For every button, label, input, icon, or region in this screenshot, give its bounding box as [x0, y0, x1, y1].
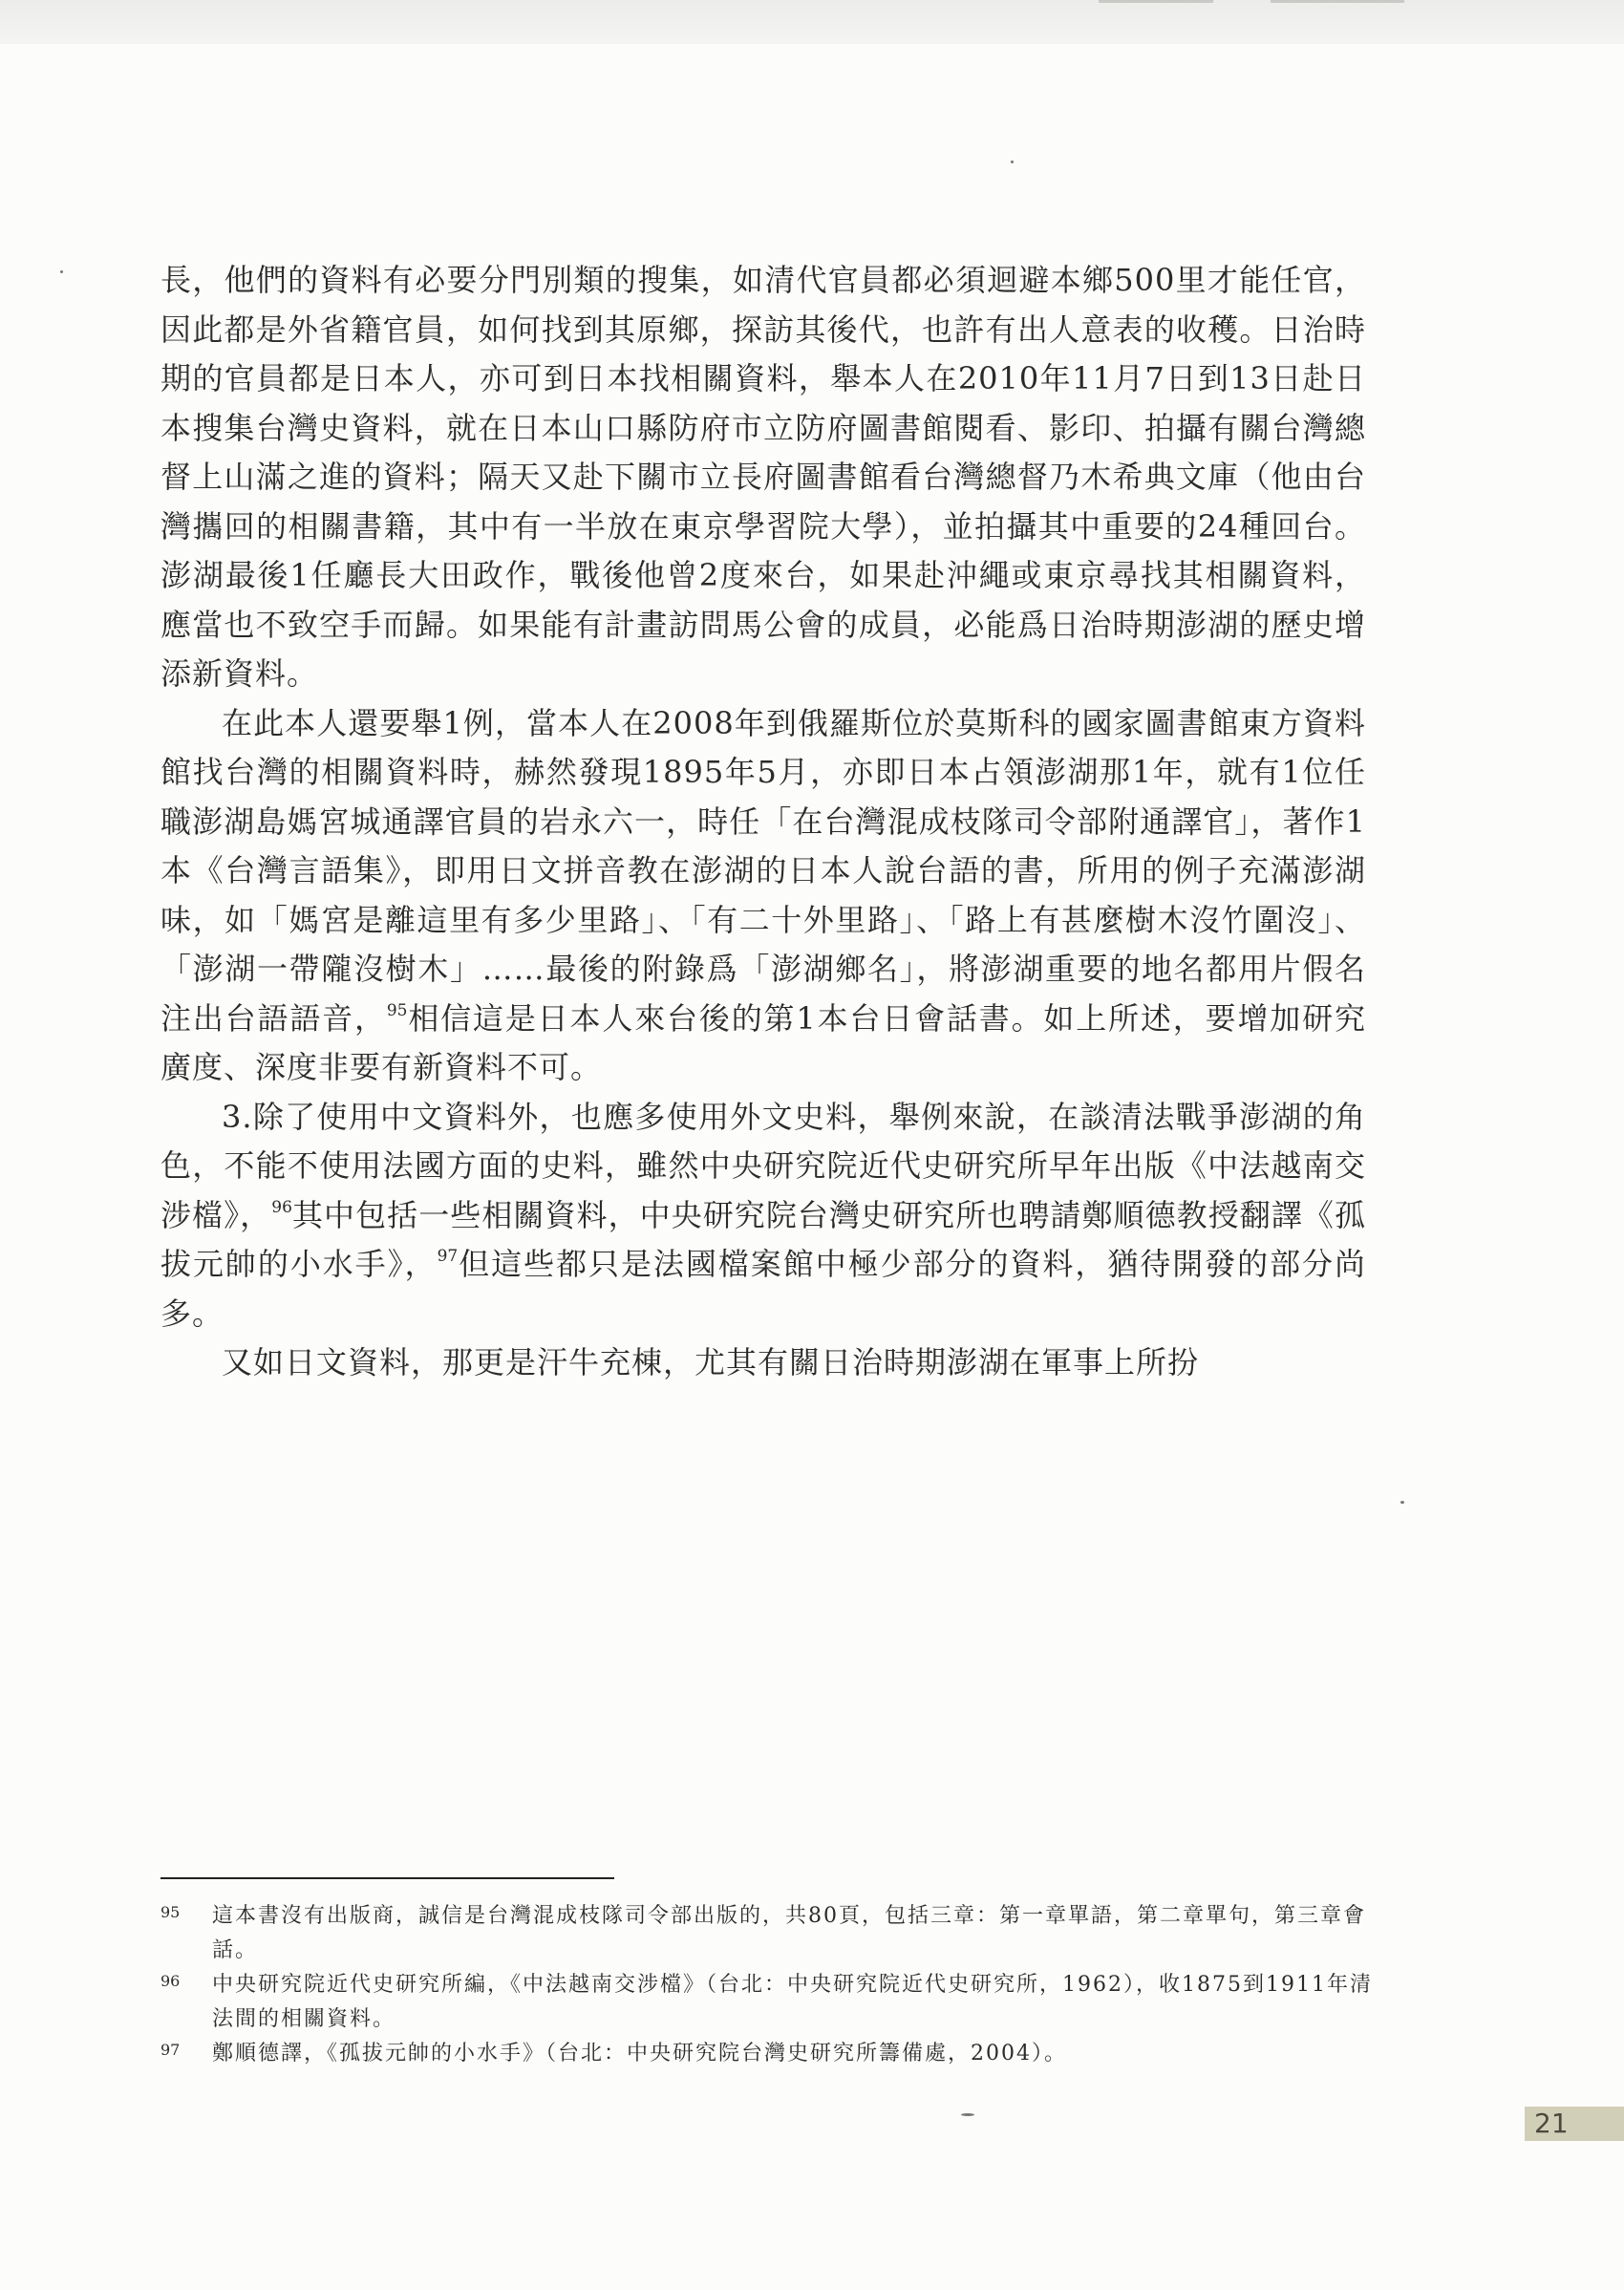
paragraph-4: 又如日文資料，那更是汗牛充棟，尤其有關日治時期澎湖在軍事上所扮 — [222, 1344, 1200, 1380]
footnote-95 — [160, 1899, 1374, 1968]
footnote-ref-96[interactable]: 96 — [271, 1197, 292, 1217]
footnote-ref-97[interactable]: 97 — [437, 1247, 459, 1266]
paragraph-3 — [160, 1093, 1366, 1339]
footnote-number: 96 — [160, 1972, 181, 1990]
scan-speck — [1400, 1501, 1404, 1504]
scan-speck — [60, 270, 63, 273]
footnote-97 — [160, 2037, 1374, 2071]
footnote-number: 97 — [160, 2041, 181, 2059]
body-text — [160, 256, 1366, 1388]
scan-artifact — [1271, 0, 1404, 3]
footnotes — [160, 1899, 1374, 2071]
footnote-number: 95 — [160, 1903, 181, 1921]
paragraph-3-text-c: 但這些都只是法國檔案館中極少部分的資料，猶待開發的部分尚多。 — [160, 1246, 1366, 1332]
footnote-96 — [160, 1968, 1374, 2037]
scan-speck — [1011, 161, 1014, 163]
footnote-ref-95[interactable]: 95 — [386, 1000, 408, 1020]
scan-top-band — [0, 0, 1624, 44]
scan-speck — [961, 2113, 974, 2116]
footnote-text: 中央研究院近代史研究所編，《中法越南交涉檔》（台北：中央研究院近代史研究所，1962），收1875到1911年清法間的相關資料。 — [212, 1973, 1373, 2031]
paragraph-3-text-b: 其中包括一些相關資料，中央研究院台灣史研究所也聘請鄭順德教授翻譯《孤拔元帥的小水手》， — [160, 1196, 1366, 1282]
paragraph-3-text-a: 3.除了使用中文資料外，也應多使用外文史料，舉例來說，在談清法戰爭澎湖的角色，不能不使用法國方面的史料，雖然中央研究院近代史研究所早年出版《中法越南交涉檔》， — [160, 1098, 1366, 1233]
paragraph-1: 長，他們的資料有必要分門別類的搜集，如清代官員都必須迴避本鄉500里才能任官，因此都是外省籍官員，如何找到其原鄉，探訪其後代，也許有出人意表的收穫。日治時期的官員都是日本人，亦可到日本找相關資料，舉本人在2010年11月7日到13日赴日本搜集台灣史資料，就在日本山口縣防府市立防府圖書館閱看、影印、拍攝有關台灣總督上山滿之進的資料；隔天又赴下關市立長府圖書館看台灣總督乃木希典文庫（他由台灣攜回的相關書籍，其中有一半放在東京學習院大學），並拍攝其中重要的24種回台。澎湖最後1任廳長大田政作，戰後他曾2度來台，如果赴沖繩或東京尋找其相關資料，應當也不致空手而歸。如果能有計畫訪問馬公會的成員，必能爲日治時期澎湖的歷史增添新資料。 — [160, 262, 1366, 692]
footnote-text: 這本書沒有出版商，誠信是台灣混成枝隊司令部出版的，共80頁，包括三章：第一章單語，第二章單句，第三章會話。 — [212, 1904, 1366, 1962]
paragraph-2-text-a: 在此本人還要舉1例，當本人在2008年到俄羅斯位於莫斯科的國家圖書館東方資料館找台灣的相關資料時，赫然發現1895年5月，亦即日本占領澎湖那1年，就有1位任職澎湖島媽宮城通譯官員的岩永六一，時任「在台灣混成枝隊司令部附通譯官」，著作1本《台灣言語集》，即用日文拼音教在澎湖的日本人說台語的書，所用的例子充滿澎湖味，如「媽宮是離這里有多少里路」、「有二十外里路」、「路上有甚麼樹木沒竹圍沒」、「澎湖一帶隴沒樹木」……最後的附錄爲「澎湖鄉名」，將澎湖重要的地名都用片假名注出台語語音， — [160, 704, 1366, 1037]
paragraph-2 — [160, 699, 1366, 1093]
page-number: 21 — [1525, 2107, 1624, 2141]
footnote-divider — [160, 1877, 614, 1879]
scan-artifact — [1099, 0, 1213, 3]
footnote-text: 鄭順德譯，《孤拔元帥的小水手》（台北：中央研究院台灣史研究所籌備處，2004）。 — [212, 2042, 1067, 2065]
paragraph-2-text-b: 相信這是日本人來台後的第1本台日會話書。如上所述，要增加研究廣度、深度非要有新資料不可。 — [160, 999, 1366, 1085]
